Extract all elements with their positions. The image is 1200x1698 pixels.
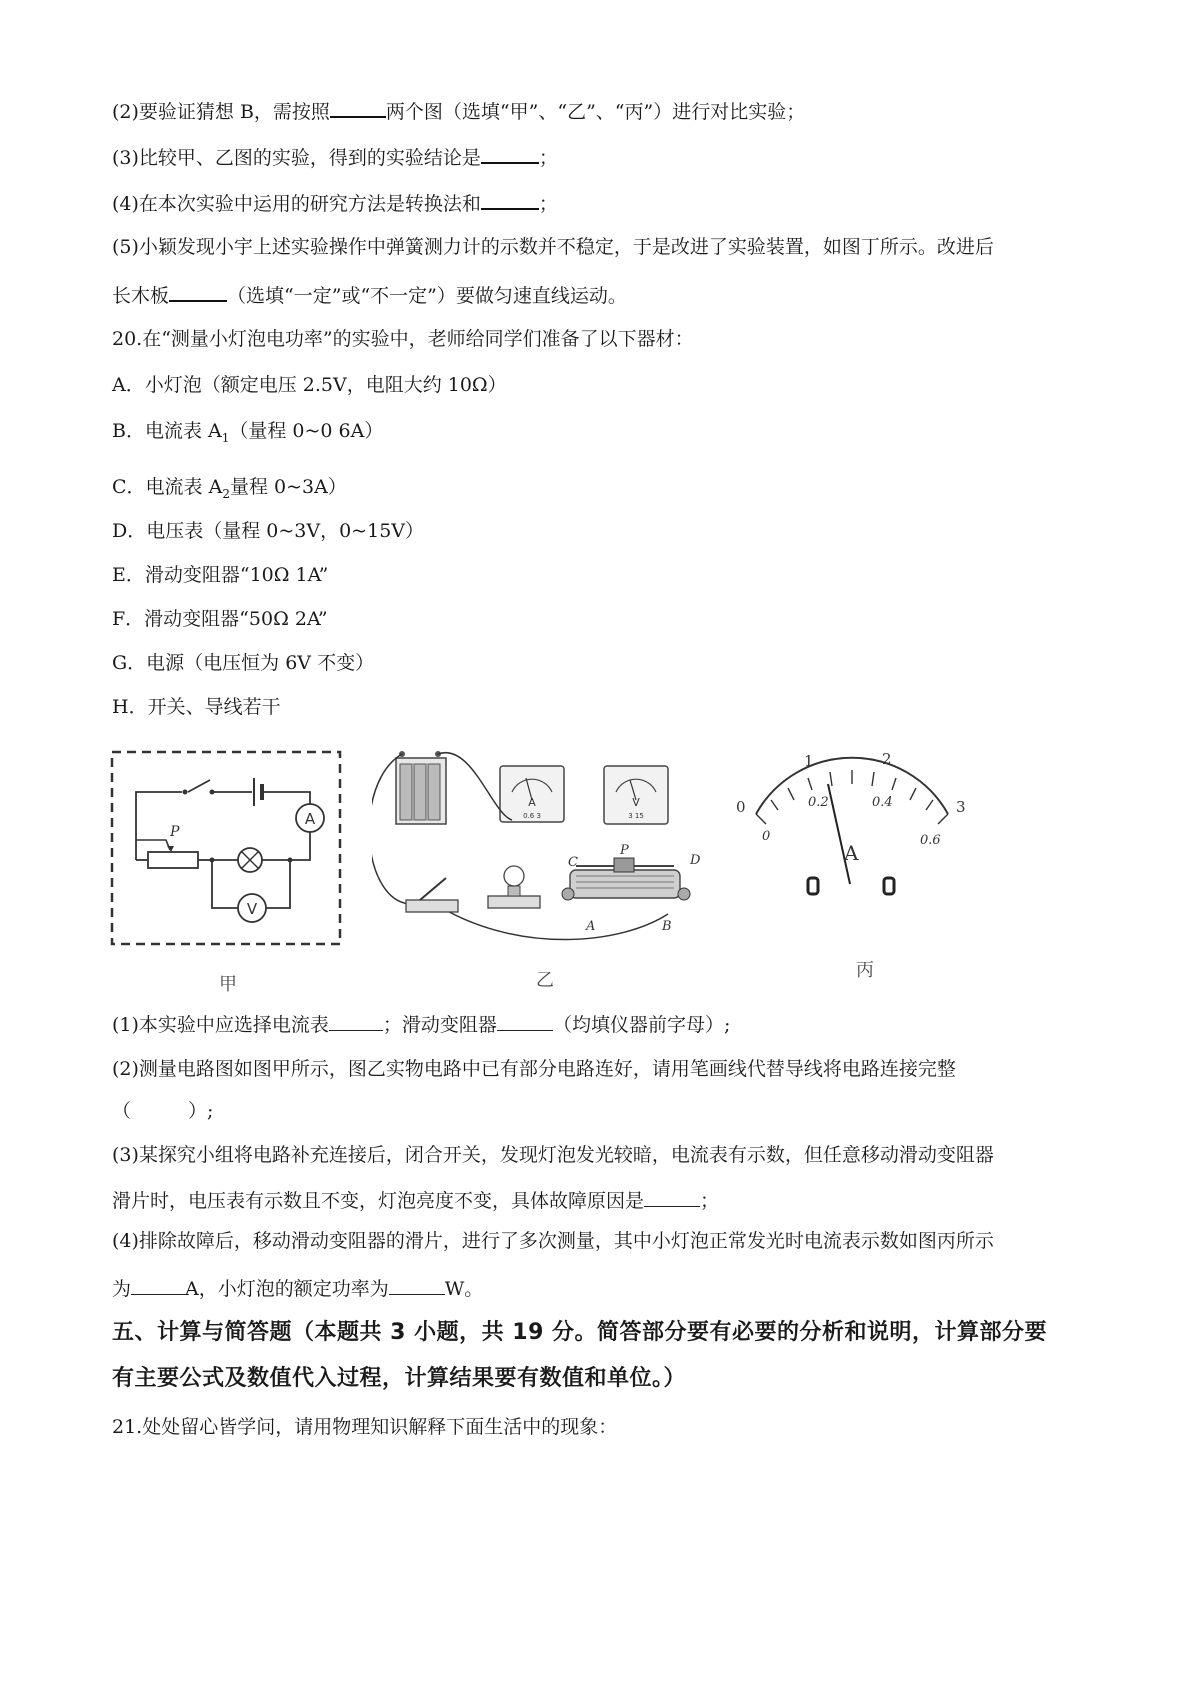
q19-part3: (3)比较甲、乙图的实验，得到的实验结论是 ； — [112, 142, 558, 171]
dial-bottom-0: 0 — [762, 829, 771, 844]
voltmeter-label: V — [246, 900, 258, 918]
ammeter-label: A — [304, 810, 316, 828]
dial-unit-label: A — [844, 841, 859, 865]
dial-needle — [828, 784, 850, 884]
dial-bottom-02: 0.2 — [808, 795, 829, 810]
svg-text:0.6 3: 0.6 3 — [523, 812, 541, 820]
q20-sub1: (1)本实验中应选择电流表 ；滑动变阻器 （均填仪器前字母）; — [112, 1010, 730, 1038]
answer-blank[interactable] — [481, 188, 539, 210]
q19-part2: (2)要验证猜想 B，需按照 两个图（选填“甲”、“乙”、“丙”）进行对比实验； — [112, 96, 805, 125]
svg-text:A: A — [528, 796, 536, 809]
circuit-diagram-jia — [108, 748, 348, 958]
dial-top-3: 3 — [956, 798, 966, 816]
q20-sub3-line2: 滑片时，电压表有示数且不变，灯泡亮度不变，具体故障原因是 ； — [112, 1186, 719, 1214]
answer-blank[interactable] — [169, 280, 227, 302]
dial-ticks — [756, 770, 948, 824]
slider-label: P — [170, 824, 180, 840]
q20-intro: 20.在“测量小灯泡电功率”的实验中，老师给同学们准备了以下器材： — [112, 328, 694, 350]
svg-text:V: V — [632, 796, 640, 809]
q20-item-c: C．电流表 $A_2$量程 0~3A） — [112, 476, 347, 501]
battery-pack — [396, 751, 446, 824]
answer-blank[interactable] — [131, 1274, 185, 1295]
figure-caption-bing: 丙 — [856, 960, 874, 981]
terminal-c-label: C — [568, 855, 578, 870]
q19-part4: (4)在本次实验中运用的研究方法是转换法和 ； — [112, 188, 558, 217]
terminal-screw — [808, 878, 818, 894]
dial-top-1: 1 — [804, 752, 814, 770]
q20-item-d: D．电压表（量程 0~3V，0~15V） — [112, 520, 424, 542]
q20-item-f: F．滑动变阻器“50Ω 2A” — [112, 608, 328, 630]
answer-blank[interactable] — [330, 96, 386, 118]
rheostat-device — [562, 858, 690, 900]
q20-sub2-line1: (2)测量电路图如图甲所示，图乙实物电路中已有部分电路连好，请用笔画线代替导线将电路连接完整 — [112, 1058, 956, 1080]
answer-blank[interactable] — [329, 1010, 383, 1031]
q20-item-e: E．滑动变阻器“10Ω 1A” — [112, 564, 329, 586]
dial-top-2: 2 — [882, 750, 892, 768]
lamp-device — [488, 866, 540, 908]
q20-item-g: G．电源（电压恒为 6V 不变） — [112, 652, 375, 674]
q20-item-a: A．小灯泡（额定电压 2.5V，电阻大约 10Ω） — [112, 374, 507, 396]
q21-intro: 21.处处留心皆学问，请用物理知识解释下面生活中的现象： — [112, 1416, 618, 1438]
voltmeter-device — [604, 766, 668, 824]
q19-part5-line1: (5)小颖发现小宇上述实验操作中弹簧测力计的示数并不稳定，于是改进了实验装置，如图丁所示。改进后 — [112, 236, 994, 258]
q20-sub4-line1: (4)排除故障后，移动滑动变阻器的滑片，进行了多次测量，其中小灯泡正常发光时电流表示数如图丙所示 — [112, 1230, 994, 1252]
physical-circuit-yi — [372, 744, 732, 956]
answer-blank[interactable] — [389, 1274, 445, 1295]
dial-top-0: 0 — [736, 798, 746, 816]
q20-sub3-line1: (3)某探究小组将电路补充连接后，闭合开关，发现灯泡发光较暗，电流表有示数，但任意移动滑动变阻器 — [112, 1144, 994, 1166]
switch-device — [406, 878, 458, 912]
rheostat-symbol — [148, 852, 198, 868]
svg-text:3 15: 3 15 — [628, 812, 644, 820]
figure-caption-jia: 甲 — [219, 974, 237, 995]
q19-part5-line2: 长木板 （选填“一定”或“不一定”）要做匀速直线运动。 — [112, 280, 627, 309]
answer-blank[interactable] — [644, 1186, 700, 1207]
terminal-p-label: P — [620, 843, 629, 858]
terminal-screw — [884, 878, 894, 894]
q20-item-b: B．电流表 $A_1$（量程 0~0 6A） — [112, 420, 384, 445]
q20-item-h: H．开关、导线若干 — [112, 696, 281, 718]
dial-bottom-06: 0.6 — [920, 833, 941, 848]
q20-sub4-line2: 为 A，小灯泡的额定功率为 W。 — [112, 1274, 483, 1302]
dial-bottom-04: 0.4 — [872, 795, 893, 810]
section-5-heading-line1: 五、计算与简答题（本题共 3 小题，共 19 分。简答部分要有必要的分析和说明，计算部分要 — [112, 1320, 1048, 1345]
ammeter-dial-bing — [726, 744, 976, 944]
terminal-b-label: B — [662, 919, 672, 934]
terminal-d-label: D — [690, 853, 701, 868]
answer-blank[interactable] — [497, 1010, 553, 1031]
answer-blank[interactable] — [481, 142, 539, 164]
section-5-heading-line2: 有主要公式及数值代入过程，计算结果要有数值和单位。） — [112, 1366, 687, 1391]
q20-sub2-line2: （ ）; — [112, 1100, 214, 1122]
ammeter-device — [500, 766, 564, 822]
figure-caption-yi: 乙 — [536, 970, 554, 991]
terminal-a-label: A — [586, 919, 596, 934]
